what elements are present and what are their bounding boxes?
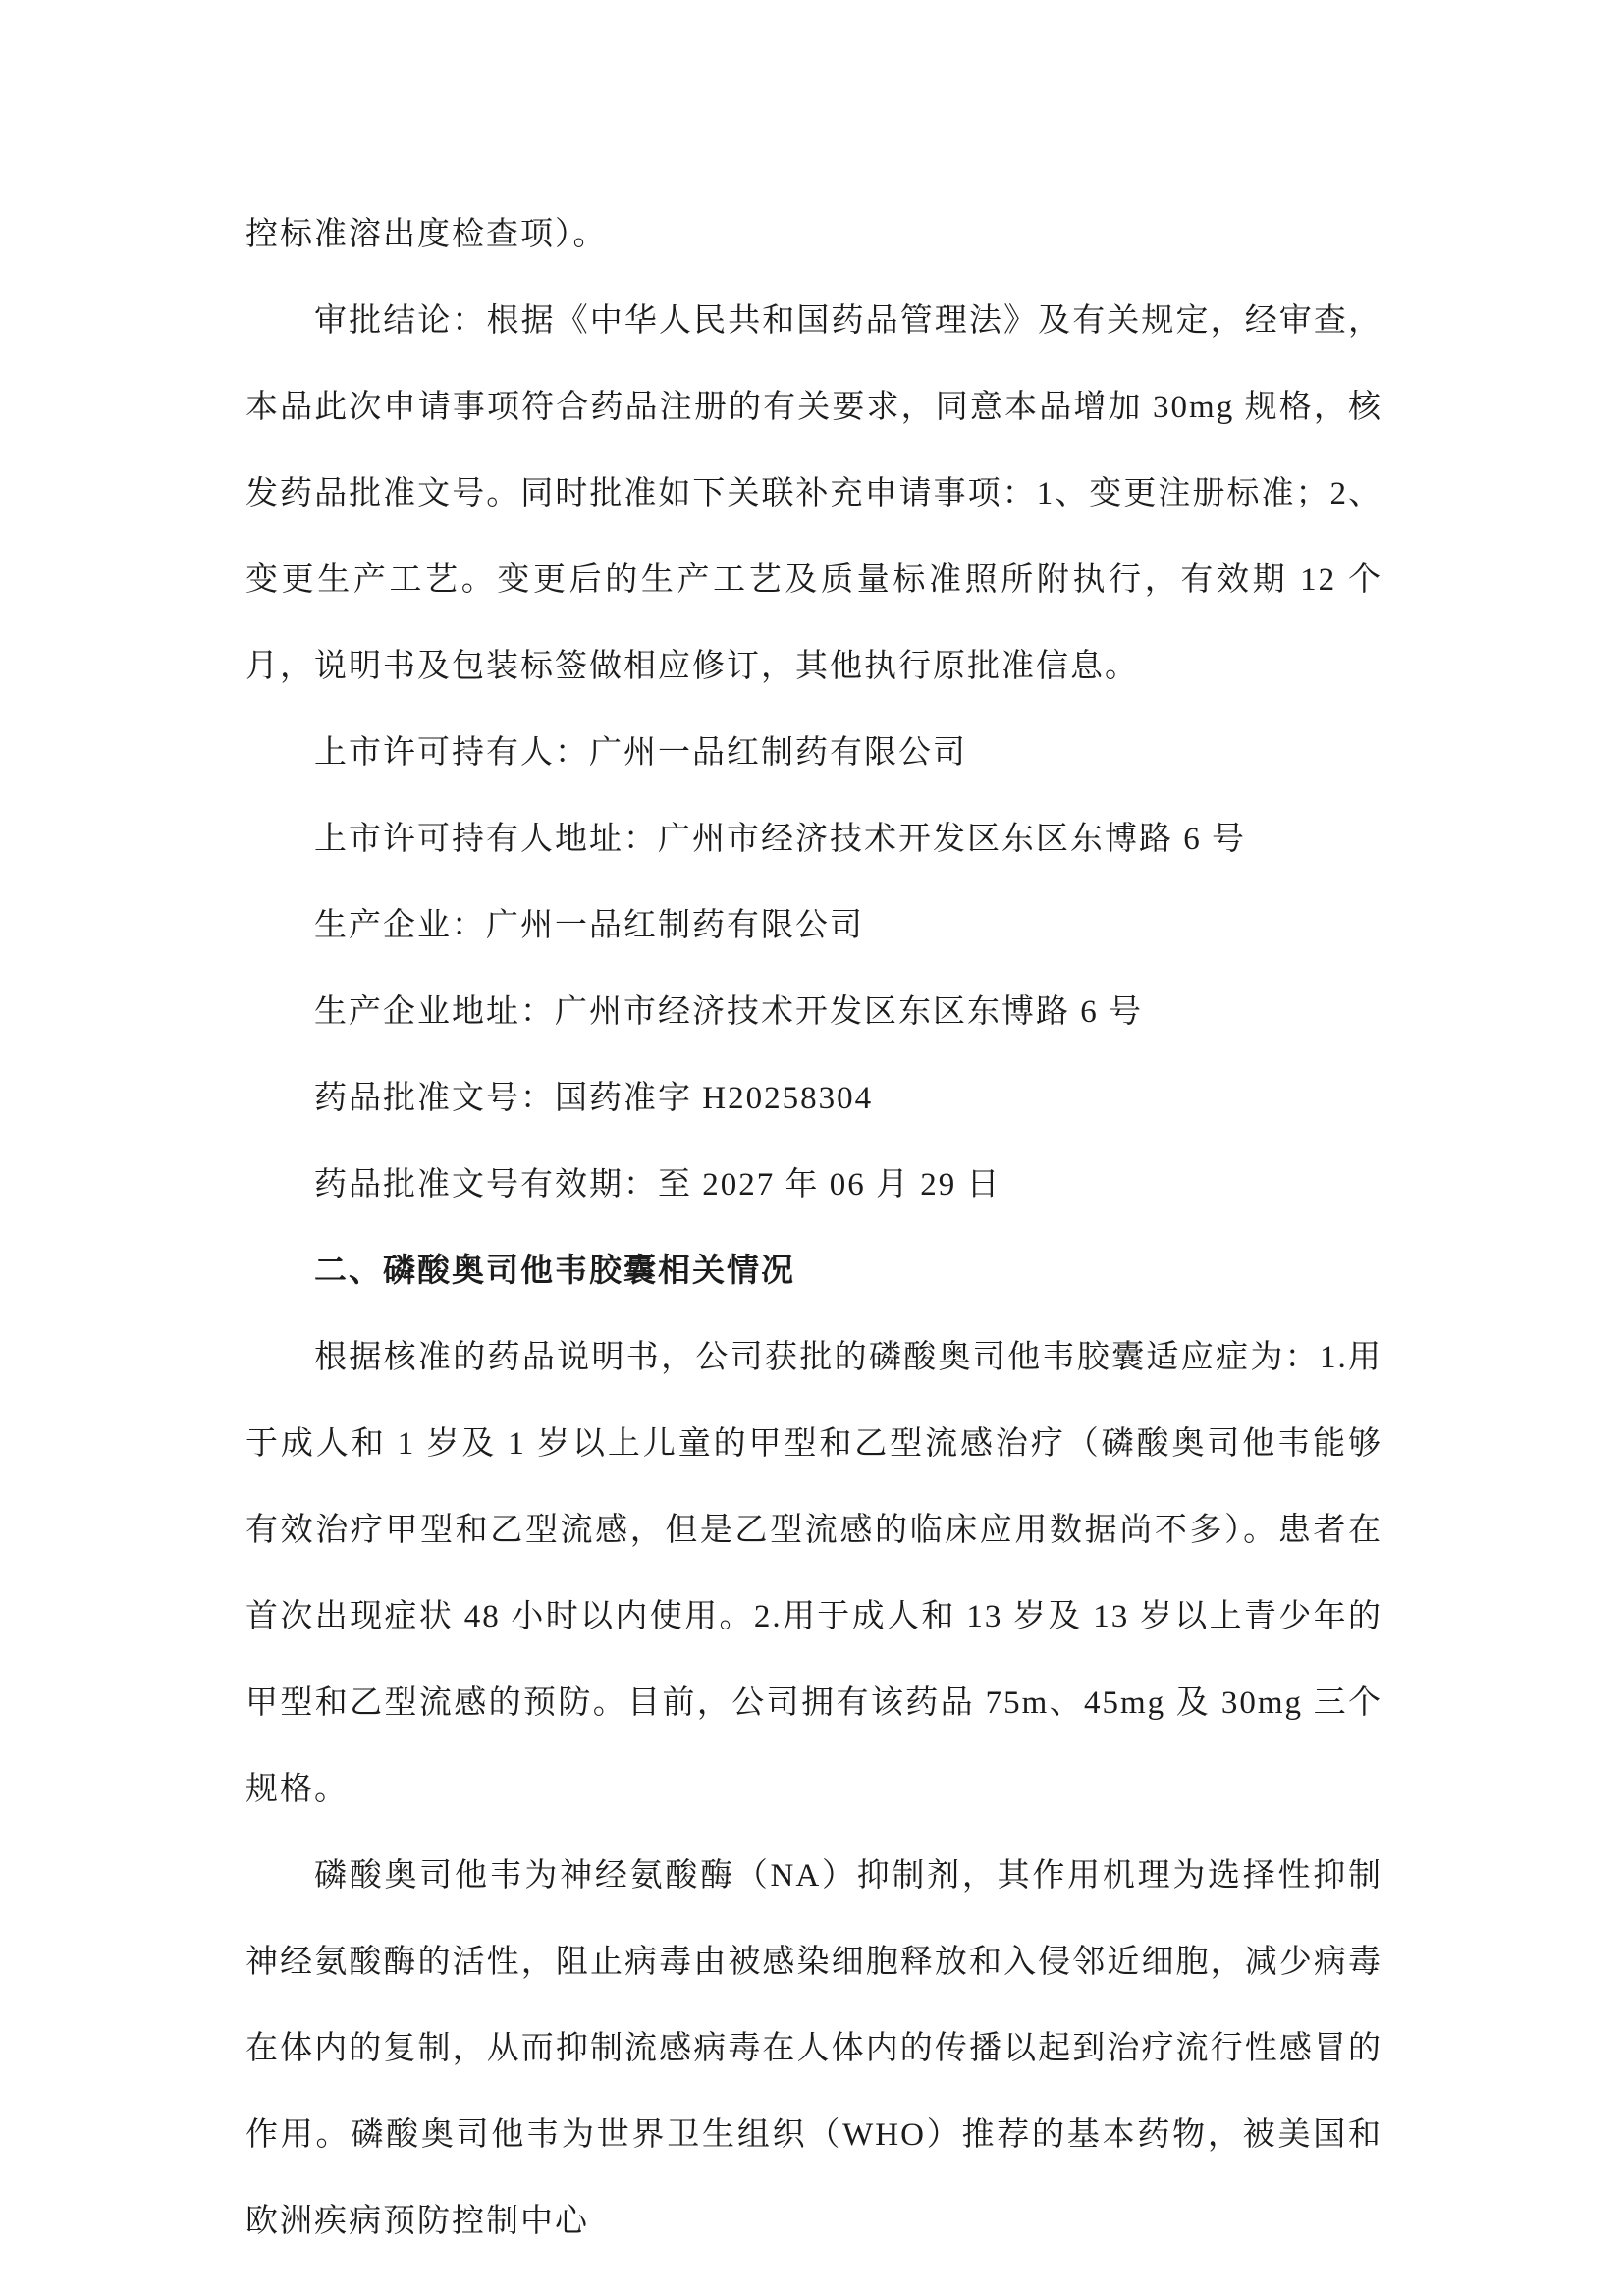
paragraph: 磷酸奥司他韦为神经氨酸酶（NA）抑制剂，其作用机理为选择性抑制神经氨酸酶的活性，阻止病毒由被感染细胞释放和入侵邻近细胞，减少病毒在体内的复制，从而抑制流感病毒在人体内的传播以起到治疗流行性感冒的作用。磷酸奥司他韦为世界卫生组织（WHO）推荐的基本药物，被美国和欧洲疾病预防控制中心 xyxy=(245,1858,1382,2239)
field-line: 生产企业：广州一品红制药有限公司 xyxy=(314,908,864,943)
field-line: 药品批准文号：国药准字 H20258304 xyxy=(314,1081,874,1116)
paragraph: 审批结论：根据《中华人民共和国药品管理法》及有关规定，经审查，本品此次申请事项符合药品注册的有关要求，同意本品增加 30mg 规格，核发药品批准文号。同时批准如下关联补充申请事项：1、变更注册标准；2、变更生产工艺。变更后的生产工艺及质量标准照所附执行，有效期 12 个月，说明书及包装标签做相应修订，其他执行原批准信息。 xyxy=(245,303,1382,684)
document-body xyxy=(245,191,1382,2265)
section-heading: 二、磷酸奥司他韦胶囊相关情况 xyxy=(314,1254,795,1289)
field-line: 生产企业地址：广州市经济技术开发区东区东博路 6 号 xyxy=(314,994,1143,1030)
field-line: 上市许可持有人地址：广州市经济技术开发区东区东博路 6 号 xyxy=(314,822,1246,857)
field-line: 药品批准文号有效期：至 2027 年 06 月 29 日 xyxy=(314,1167,1001,1202)
paragraph: 根据核准的药品说明书，公司获批的磷酸奥司他韦胶囊适应症为：1.用于成人和 1 岁及 1 岁以上儿童的甲型和乙型流感治疗（磷酸奥司他韦能够有效治疗甲型和乙型流感，但是乙型流感的临床应用数据尚不多）。患者在首次出现症状 48 小时以内使用。2.用于成人和 13 岁及 13 岁以上青少年的甲型和乙型流感的预防。目前，公司拥有该药品 75m、45mg 及 30mg 三个规格。 xyxy=(245,1340,1382,1807)
paragraph-continuation: 控标准溶出度检查项）。 xyxy=(245,217,608,252)
field-line: 上市许可持有人：广州一品红制药有限公司 xyxy=(314,735,967,771)
